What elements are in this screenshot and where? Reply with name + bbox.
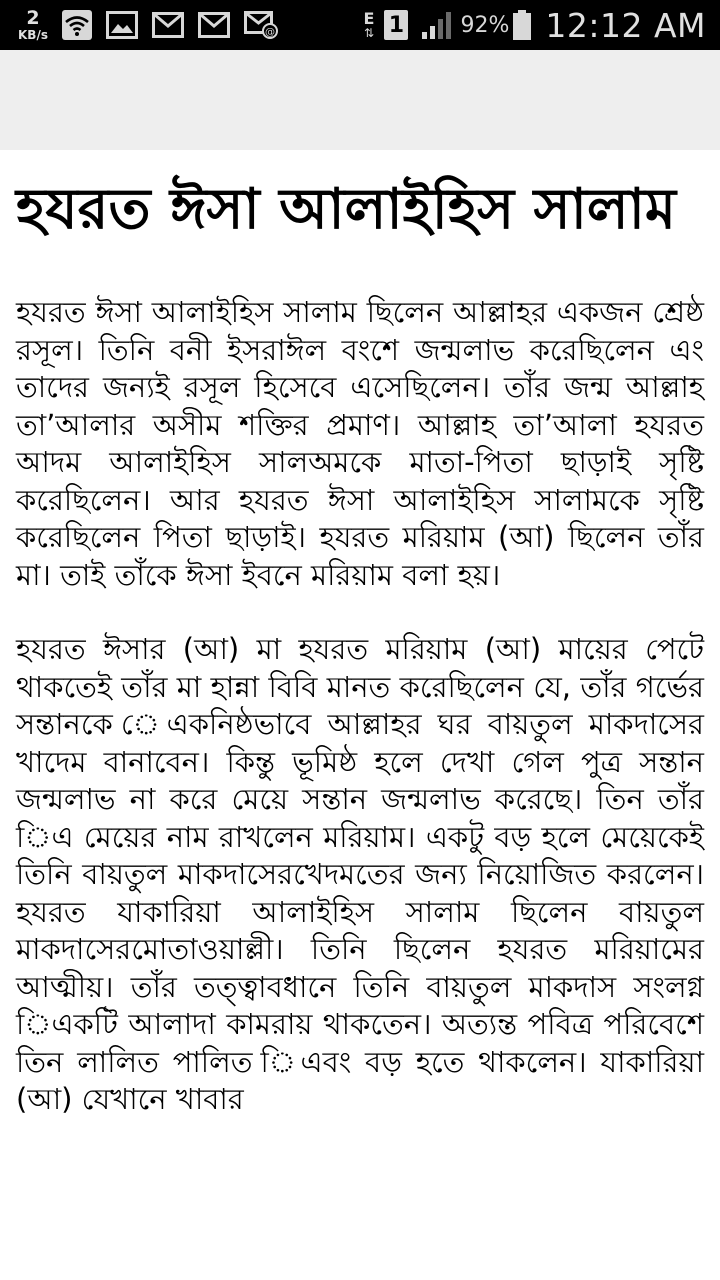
signal-icon bbox=[420, 10, 454, 40]
network-type-label: E bbox=[363, 9, 375, 28]
image-icon bbox=[106, 11, 138, 39]
status-bar-right bbox=[364, 0, 706, 50]
battery-icon bbox=[513, 10, 531, 40]
wifi-icon bbox=[62, 10, 92, 40]
data-rate-value: 2 bbox=[26, 7, 40, 29]
gmail-icon bbox=[152, 12, 184, 38]
data-arrows-icon: ⇅ bbox=[363, 26, 375, 40]
data-rate-indicator bbox=[18, 9, 48, 41]
svg-text:@: @ bbox=[264, 27, 275, 38]
network-e-icon bbox=[364, 11, 375, 39]
sim-1-icon bbox=[384, 10, 408, 40]
sim-slot-label: 1 bbox=[388, 12, 405, 38]
app-toolbar bbox=[0, 50, 720, 150]
gmail-icon bbox=[198, 12, 230, 38]
battery-percent: 92% bbox=[460, 12, 510, 38]
data-rate-unit: KB/s bbox=[18, 28, 48, 42]
status-bar bbox=[0, 0, 720, 50]
article-content[interactable] bbox=[0, 150, 720, 1280]
article-paragraph: হযরত ঈসার (আ) মা হযরত মরিয়াম (আ) মায়ের পেটে থাকতেই তাঁর মা হান্না বিবি মানত করেছিলেন যে, তাঁর গর্ভের সন্তানকে েএকনিষ্ঠভাবে আল্লাহর ঘর বায়তুল মাকদাসের খাদেম বানাবেন। কিন্তু ভূমিষ্ঠ হলে দেখা গেল পুত্র সন্তান জন্মলাভ না করে মেয়ে সন্তান জন্মলাভ করেছে। তিন তাঁর িএ মেয়ের নাম রাখলেন মরিয়াম। একটু বড় হলে মেয়েকেই তিনি বায়তুল মাকদাসেরখেদমতের জন্য নিয়োজিত করলেন। হযরত যাকারিয়া আলাইহিস সালাম ছিলেন বায়তুল মাকদাসেরমোতাওয়াল্লী। তিনি ছিলেন হযরত মরিয়ামের আত্মীয়। তাঁর তত্ত্বাবধানে তিনি বায়তুল মাকদাস সংলগ্ন িএকটি আলাদা কামরায় থাকতেন। অত্যন্ত পবিত্র পরিবেশে তিন লালিত পালিত িএবং বড় হতে থাকলেন। যাকারিয়া (আ) যেখানে খাবার bbox=[16, 632, 704, 1116]
status-bar-left bbox=[18, 0, 292, 50]
email-icon bbox=[244, 11, 278, 39]
article-title: হযরত ঈসা আলাইহিস সালাম bbox=[16, 177, 676, 242]
clock: 12:12 AM bbox=[545, 5, 706, 45]
article-paragraph: হযরত ঈসা আলাইহিস সালাম ছিলেন আল্লাহর একজন শ্রেষ্ঠ রসূল। তিনি বনী ইসরাঈল বংশে জন্মলাভ করেছিলেন এং তাদের জন্যই রসূল হিসেবে এসেছিলেন। তাঁর জন্ম আল্লাহ তা’আলার অসীম শক্তির প্রমাণ। আল্লাহ তা’আলা হযরত আদম আলাইহিস সালঅমকে মাতা-পিতা ছাড়াই সৃষ্টি করেছিলেন। আর হযরত ঈসা আলাইহিস সালামকে সৃষ্টি করেছিলেন পিতা ছাড়াই। হযরত মরিয়াম (আ) ছিলেন তাঁর মা। তাই তাঁকে ঈসা ইবনে মরিয়াম বলা হয়। bbox=[16, 295, 704, 592]
